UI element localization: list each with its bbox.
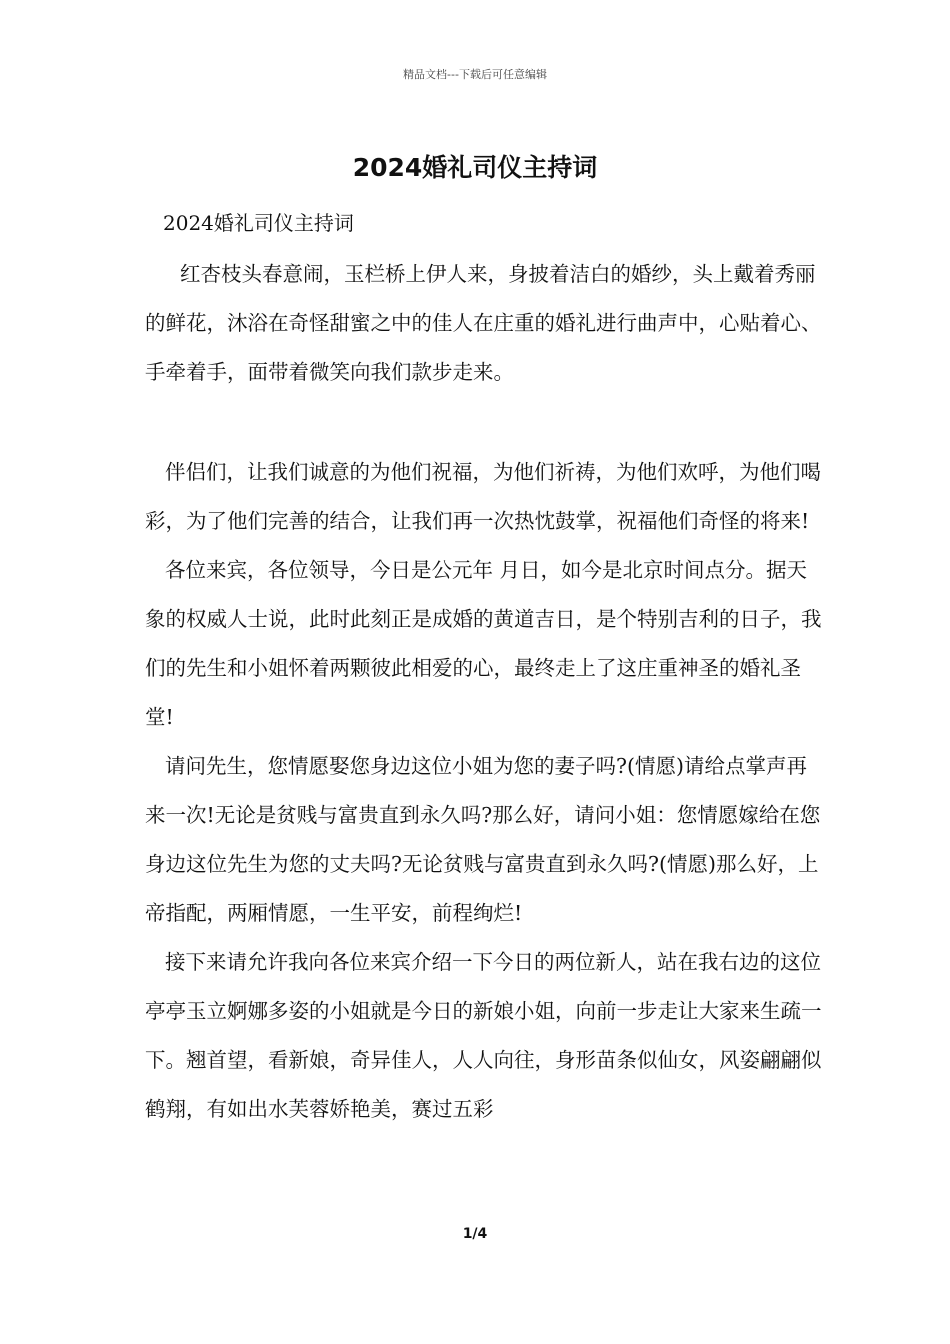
paragraph-4: 请问先生，您情愿娶您身边这位小姐为您的妻子吗?(情愿)请给点掌声再来一次!无论是贫贱与富贵直到永久吗?那么好，请问小姐：您情愿嫁给在您身边这位先生为您的丈夫吗?无论贫贱与富贵直到永久吗?(情愿)那么好，上帝指配，两厢情愿，一生平安，前程绚烂! <box>145 754 821 925</box>
paragraph-3: 各位来宾，各位领导，今日是公元年 月日，如今是北京时间点分。据天象的权威人士说，此时此刻正是成婚的黄道吉日，是个特别吉利的日子，我们的先生和小姐怀着两颗彼此相爱的心，最终走上了这庄重神圣的婚礼圣堂! <box>145 558 822 729</box>
document-title: 2024婚礼司仪主持词 <box>352 153 598 182</box>
paragraph-1: 红杏枝头春意闹，玉栏桥上伊人来，身披着洁白的婚纱，头上戴着秀丽的鲜花，沐浴在奇怪甜蜜之中的佳人在庄重的婚礼进行曲声中，心贴着心、手牵着手，面带着微笑向我们款步走来。 <box>145 262 822 384</box>
paragraph-2: 伴侣们，让我们诚意的为他们祝福，为他们祈祷，为他们欢呼，为他们喝彩，为了他们完善的结合，让我们再一次热忱鼓掌，祝福他们奇怪的将来! <box>145 460 821 533</box>
paragraph-5: 接下来请允许我向各位来宾介绍一下今日的两位新人，站在我右边的这位亭亭玉立婀娜多姿的小姐就是今日的新娘小姐，向前一步走让大家来生疏一下。翘首望，看新娘，奇异佳人，人人向往，身形苗条似仙女，风姿翩翩似鹤翔，有如出水芙蓉娇艳美，赛过五彩 <box>145 950 822 1121</box>
page-number: 1/4 <box>462 1226 488 1242</box>
header-note: 精品文档---下载后可任意编辑 <box>403 68 547 81</box>
document-subtitle: 2024婚礼司仪主持词 <box>163 211 354 235</box>
paragraph-gap <box>145 397 825 448</box>
document-body <box>145 250 825 1134</box>
